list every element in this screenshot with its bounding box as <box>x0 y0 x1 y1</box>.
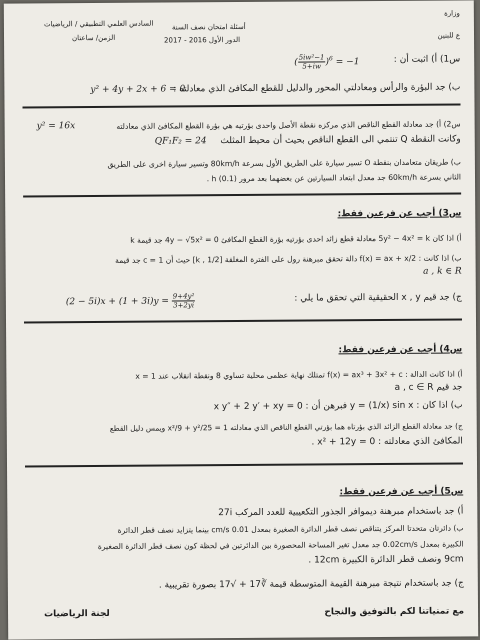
q2-a-perimeter: QF₁F₂ = 24 <box>154 136 207 147</box>
q2-b-line2: الثاني بسرعة 60km/h جد معدل ابتعاد السيارتين عن بعضهما بعد مرور (0.1) h . <box>206 172 462 184</box>
q2-a-equation: y² = 16x <box>36 121 76 132</box>
divider <box>25 462 463 467</box>
q2-a-line2: وكانت النقطة Q تنتمي الى القطع الناقص بحيث أن محيط المثلث <box>220 134 461 147</box>
q3-b: ب) اذا كانت : f(x) = ax + x/2 دالة تحقق مبرهنة رول على الفترة المغلقة [1/2 , k] حيث أن c = 1 جد قيمة <box>115 253 462 265</box>
q5-b-line2: الكبيرة بمعدل 0.02cm/s جد معدل تغير المساحة المحصورة بين الدائرتين في لحظة كون نصف قطر الدائرة الصغيرة <box>97 539 464 552</box>
q4-a: أ) اذا كانت الدالة : f(x) = ax³ + 3x² + c تمتلك نهاية عظمى محلية تساوي 8 ونقطة انقلاب عند x = 1 <box>135 369 463 381</box>
q5-b-line3: 9cm ونصف قطر الدائرة الكبيرة 12cm . <box>308 554 464 566</box>
header-ministry: وزارة <box>444 9 460 18</box>
q4-b: ب) اذا كان : y = (1/x) sin x فبرهن أن : x y″ + 2 y′ + xy = 0 <box>213 400 463 413</box>
q3-a: أ) اذا كان 5y² − 4x² = k معادلة قطع زائد احدى بؤرتيه بؤرة القطع المكافئ 4y − √5x² = 0 جد قيمة k <box>130 233 462 245</box>
divider <box>23 192 461 197</box>
q5-a: أ) جد باستخدام مبرهنة ديموافر الجذور التكعيبية للعدد المركب 27i <box>218 506 464 519</box>
footer-committee: لجنة الرياضيات <box>44 608 110 620</box>
q4-a-unknowns: جد قيم a , c ∈ R <box>394 382 463 393</box>
q3-c: ج) جد قيم x , y الحقيقية التي تحقق ما يلي : <box>294 292 462 304</box>
q3-heading: س3) أجب عن فرعين فقط: <box>337 208 462 220</box>
q1-label: س1) أ) اثبت أن : <box>393 54 461 65</box>
q3-b-domain: a , k ∈ R <box>423 266 462 277</box>
q4-c: ج) جد معادلة القطع الزائد الذي بؤرتاه هما بؤرتي القطع الناقص الذي معادلته x²/9 + y²/25 = 1 ويمس دليل القطع <box>109 421 463 433</box>
divider <box>23 103 461 108</box>
q4-c-line2: المكافئ الذي معادلته : x² + 12y = 0 . <box>311 436 463 448</box>
q2-a-line1: س2) أ) جد معادلة القطع الناقص الذي مركزه نقطة الأصل واحدى بؤرتيه هي بؤرة القطع المكافئ الذي معادلته <box>116 119 461 131</box>
q5-b-line1: ب) دائرتان متحدتا المركز يتناقص نصف قطر الدائرة الصغيرة بمعدل 0.01 cm/s بينما يتزايد نصف قطر الدائرة <box>117 523 464 535</box>
q3-c-equation: (2 − 5i)x + (1 + 3i)y = $\frac{\text{9+4y²}}{3+2yi}$ <box>65 292 195 310</box>
divider <box>24 318 462 323</box>
header-time: الزمن/ ساعتان <box>72 33 116 43</box>
header-class: السادس العلمي التطبيقي / الرياضيات <box>43 19 154 29</box>
q5-c: ج) جد باستخدام نتيجة مبرهنة القيمة المتوسطة قيمة ∛17 + √17 بصورة تقريبية . <box>158 578 464 591</box>
q4-heading: س4) أجب عن فرعين فقط: <box>338 344 463 356</box>
q2-b-line1: ب) طريقان متعامدان بنقطة O تسير سيارة على الطريق الأول بسرعة 80km/h وتسير سيارة اخرى على الطريق <box>107 157 461 169</box>
footer-wish: مع تمنياتنا لكم بالتوفيق والنجاح <box>324 606 465 618</box>
header-school: ع للبنين <box>437 31 461 40</box>
header-round: الدور الأول 2016 - 2017 <box>164 35 241 45</box>
q5-heading: س5) أجب عن فرعين فقط: <box>339 486 464 498</box>
exam-paper <box>4 0 478 639</box>
q1-part-b-equation: y² + 4y + 2x + 6 = 0 <box>90 84 186 96</box>
q1-part-b: ب) جد البؤرة والرأس ومعادلتي المحور والدليل للقطع المكافئ الذي معادلته : <box>173 82 461 95</box>
q1-expression: ( $\frac{\text{5iw²−1}}{5+iw}$ )$^6$ = −1 <box>294 53 360 71</box>
header-exam-title: أسئلة امتحان نصف السنة <box>171 22 246 32</box>
